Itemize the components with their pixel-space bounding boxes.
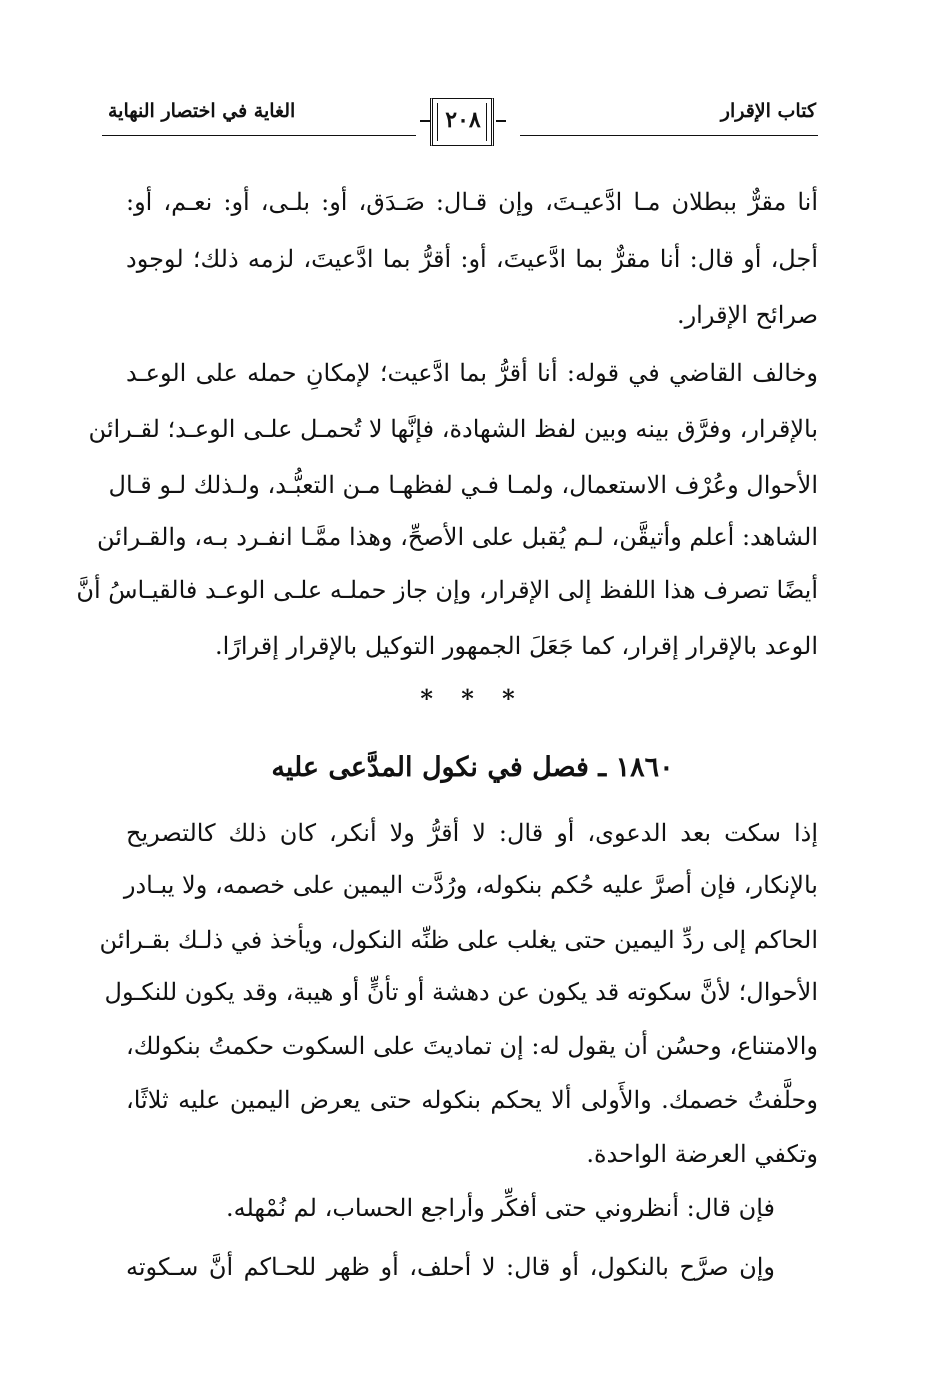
text-line: وتكفي العرضة الواحدة. [586,1140,818,1168]
text-line: أنا مقرٌّ ببطلان مـا ادَّعيـتَ، وإن قـال: صَـدَق، أو: بلـى، أو: نعـم، أو: [126,188,818,216]
header-rule-left [102,135,416,136]
text-line: الوعد بالإقرار إقرار، كما جَعَلَ الجمهور التوكيل بالإقرار إقرارًا. [214,632,818,660]
section-divider: * * * [420,684,525,713]
section-heading: ١٨٦٠ ـ فصل في نكول المدَّعى عليه [271,752,674,783]
text-line: وخالف القاضي في قوله: أنا أقرُّ بما ادَّعيت؛ لإمكانِ حمله على الوعـد [126,359,818,387]
text-line: والامتناع، وحسُن أن يقول له: إن تماديتَ على السكوت حكمتُ بنكولك، [126,1032,818,1060]
text-line: الأحوال؛ لأنَّ سكوته قد يكون عن دهشة أو تأنٍّ أو هيبة، وقد يكون للنكـول [104,978,818,1006]
text-line: الأحوال وعُرْف الاستعمال، ولمـا فـي لفظهـا مـن التعبُّـد، ولـذلك لـو قـال [108,471,818,499]
running-header [102,90,818,152]
header-book-title: الغاية في اختصار النهاية [108,100,296,122]
text-line: وحلَّفتُ خصمك. والأَولى ألا يحكم بنكوله حتى يعرض اليمين عليه ثلاثًا، [126,1086,818,1114]
page-number: ٢٠٨ [445,107,481,133]
text-line: أجل، أو قال: أنا مقرٌّ بما ادَّعيتَ، أو: أقرُّ بما ادَّعيتَ، لزمه ذلك؛ لوجود [126,245,818,273]
text-line: أيضًا تصرف هذا اللفظ إلى الإقرار، وإن جاز حملـه علـى الوعـد فالقيـاسُ أنَّ [76,576,818,604]
text-line: الشاهد: أعلم وأتيقَّن، لـم يُقبل على الأصحِّ، وهذا ممَّـا انفـرد بـه، والقـرائن [97,523,818,551]
text-line: الحاكم إلى ردِّ اليمين حتى يغلب على ظنِّه النكول، ويأخذ في ذلـك بقـرائن [99,926,818,954]
text-line: فإن قال: أنظروني حتى أفكِّر وأراجع الحساب، لم نُمْهله. [225,1194,775,1222]
text-line: بالإنكار، فإن أصرَّ عليه حُكم بنكوله، ورُدَّت اليمين على خصمه، ولا يبـادر [123,871,818,899]
text-line: إذا سكت بعد الدعوى، أو قال: لا أقرُّ ولا أنكر، كان ذلك كالتصريح [126,819,818,847]
header-book-section: كتاب الإقرار [720,100,816,122]
text-line: صرائح الإقرار. [676,301,818,329]
text-line: بالإقرار، وفرَّق بينه وبين لفظ الشهادة، فإنَّها لا تُحمـل علـى الوعـد؛ لقـرائن [88,415,818,443]
text-line: وإن صرَّح بالنكول، أو قال: لا أحلف، أو ظهر للحـاكم أنَّ سـكوته [126,1253,775,1281]
header-rule-right [520,135,818,136]
page-number-ornament [420,90,506,154]
